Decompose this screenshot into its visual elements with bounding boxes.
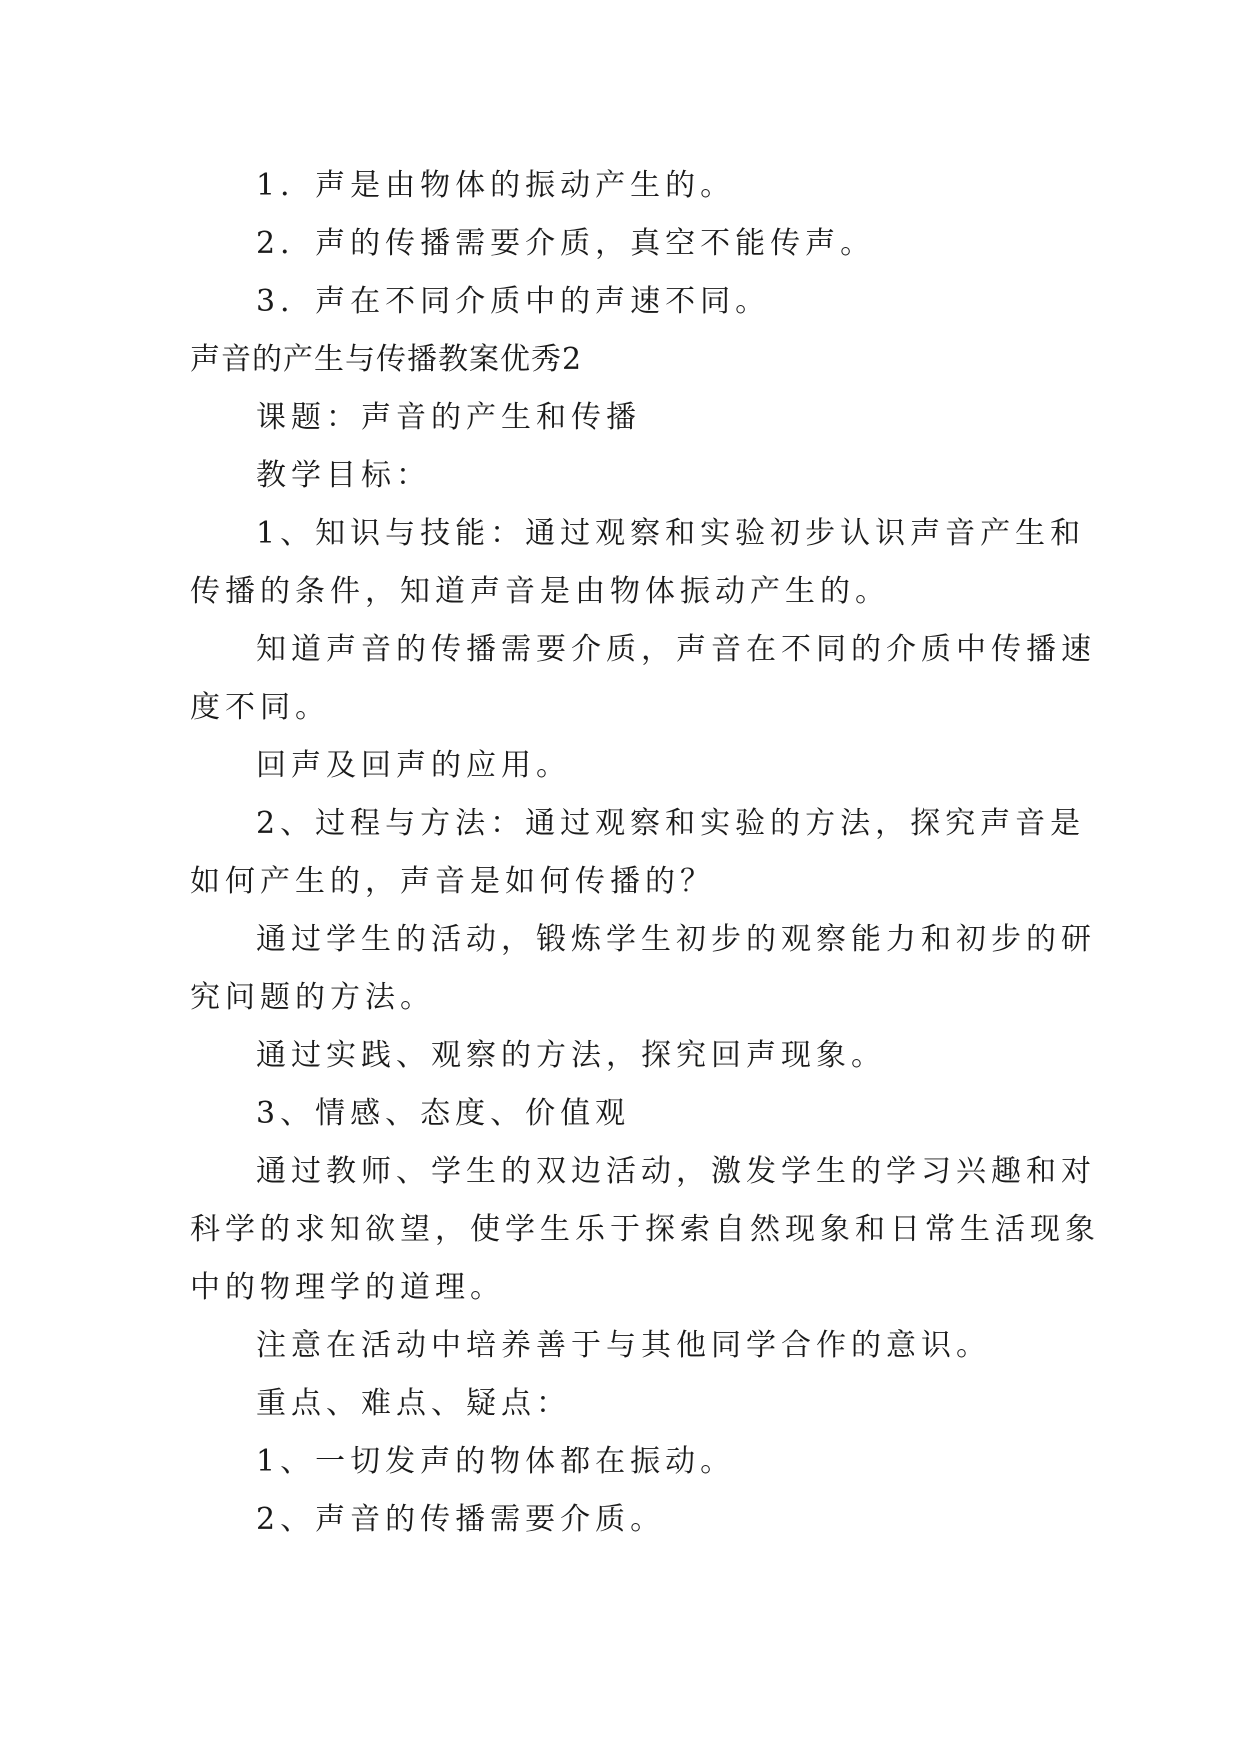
text-line: 1、一切发声的物体都在振动。 xyxy=(256,1444,736,1479)
text-line: 通过学生的活动，锻炼学生初步的观察能力和初步的研 xyxy=(256,922,1096,957)
text-line: 1．声是由物体的振动产生的。 xyxy=(256,168,736,203)
text-line: 知道声音的传播需要介质，声音在不同的介质中传播速 xyxy=(256,632,1096,667)
text-line: 通过实践、观察的方法，探究回声现象。 xyxy=(256,1038,886,1073)
text-line: 课题：声音的产生和传播 xyxy=(256,400,641,435)
text-line: 科学的求知欲望，使学生乐于探索自然现象和日常生活现象 xyxy=(190,1212,1100,1247)
text-line: 究问题的方法。 xyxy=(190,980,435,1015)
text-line: 2、声音的传播需要介质。 xyxy=(256,1502,666,1537)
text-line: 3、情感、态度、价值观 xyxy=(256,1096,631,1131)
text-line: 1、知识与技能：通过观察和实验初步认识声音产生和 xyxy=(256,516,1086,551)
text-line: 回声及回声的应用。 xyxy=(256,748,571,783)
section-heading: 声音的产生与传播教案优秀2 xyxy=(190,342,583,377)
text-line: 2．声的传播需要介质，真空不能传声。 xyxy=(256,226,876,261)
text-line: 教学目标： xyxy=(256,458,431,493)
text-line: 2、过程与方法：通过观察和实验的方法，探究声音是 xyxy=(256,806,1086,841)
text-line: 注意在活动中培养善于与其他同学合作的意识。 xyxy=(256,1328,991,1363)
text-line: 通过教师、学生的双边活动，激发学生的学习兴趣和对 xyxy=(256,1154,1096,1189)
text-line: 3．声在不同介质中的声速不同。 xyxy=(256,284,771,319)
text-line: 重点、难点、疑点： xyxy=(256,1386,571,1421)
text-line: 如何产生的，声音是如何传播的？ xyxy=(190,864,715,899)
text-line: 中的物理学的道理。 xyxy=(190,1270,505,1305)
text-line: 传播的条件，知道声音是由物体振动产生的。 xyxy=(190,574,890,609)
text-line: 度不同。 xyxy=(190,690,330,725)
